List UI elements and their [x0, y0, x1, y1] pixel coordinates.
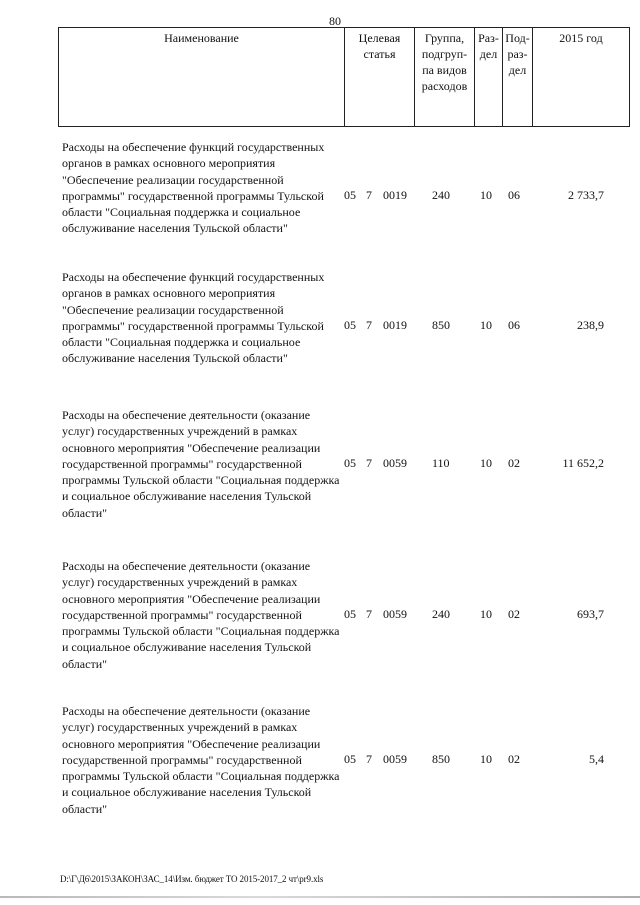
- row-target-part2: 7: [366, 607, 372, 621]
- row-target-part1: 05: [344, 188, 356, 202]
- row-target-part1: 05: [344, 318, 356, 332]
- row-amount: 5,4: [589, 752, 604, 766]
- row-group: 850: [432, 752, 450, 766]
- row-subsection: 06: [508, 188, 520, 202]
- header-name: Наименование: [59, 28, 345, 127]
- row-section: 10: [480, 318, 492, 332]
- row-target-part2: 7: [366, 318, 372, 332]
- table-header: [58, 27, 630, 127]
- row-name: Расходы на обеспечение функций государственных органов в рамках основного мероприятия "Обеспечение реализации государственной программы" государственной программы Тульской области "Социальная поддержка и социальное обслуживание населения Тульской области": [62, 270, 325, 366]
- row-amount: 2 733,7: [568, 188, 604, 202]
- row-subsection: 06: [508, 318, 520, 332]
- header-section: Раз-дел: [475, 28, 503, 127]
- row-amount: 11 652,2: [562, 456, 604, 470]
- row-section: 10: [480, 607, 492, 621]
- row-group: 240: [432, 188, 450, 202]
- row-section: 10: [480, 752, 492, 766]
- row-target-part1: 05: [344, 456, 356, 470]
- row-section: 10: [480, 188, 492, 202]
- row-target-part3: 0059: [383, 607, 407, 621]
- row-name: Расходы на обеспечение деятельности (оказание услуг) государственных учреждений в рамках основного мероприятия "Обеспечение реализации государственной программы" государственной программы Тульской области "Социальная поддержка и социальное обслуживание населения Тульской области": [62, 704, 340, 816]
- row-target-part1: 05: [344, 607, 356, 621]
- scan-edge-line: [0, 896, 640, 898]
- row-subsection: 02: [508, 456, 520, 470]
- row-target-part3: 0019: [383, 318, 407, 332]
- row-name: Расходы на обеспечение функций государственных органов в рамках основного мероприятия "Обеспечение реализации государственной программы" государственной программы Тульской области "Социальная поддержка и социальное обслуживание населения Тульской области": [62, 140, 325, 236]
- row-amount: 238,9: [577, 318, 604, 332]
- row-name: Расходы на обеспечение деятельности (оказание услуг) государственных учреждений в рамках основного мероприятия "Обеспечение реализации государственной программы" государственной программы Тульской области "Социальная поддержка и социальное обслуживание населения Тульской области": [62, 408, 340, 520]
- row-amount: 693,7: [577, 607, 604, 621]
- row-section: 10: [480, 456, 492, 470]
- header-expense-group: Группа, подгруп-па видов расходов: [415, 28, 475, 127]
- row-group: 110: [432, 456, 450, 470]
- header-year-2015: 2015 год: [533, 28, 630, 127]
- row-group: 850: [432, 318, 450, 332]
- header-subsection: Под-раз-дел: [503, 28, 533, 127]
- header-target-article: Целевая статья: [345, 28, 415, 127]
- file-path-footer: D:\Г\Д6\2015\ЗАКОН\ЗАС_14\Изм. бюджет ТО 2015-2017_2 чт\pr9.xls: [60, 874, 324, 884]
- row-subsection: 02: [508, 607, 520, 621]
- row-target-part3: 0059: [383, 752, 407, 766]
- row-target-part3: 0059: [383, 456, 407, 470]
- row-target-part2: 7: [366, 188, 372, 202]
- row-subsection: 02: [508, 752, 520, 766]
- row-group: 240: [432, 607, 450, 621]
- row-name: Расходы на обеспечение деятельности (оказание услуг) государственных учреждений в рамках основного мероприятия "Обеспечение реализации государственной программы" государственной программы Тульской области "Социальная поддержка и социальное обслуживание населения Тульской области": [62, 559, 340, 671]
- row-target-part3: 0019: [383, 188, 407, 202]
- row-target-part2: 7: [366, 752, 372, 766]
- page-number: 80: [329, 14, 341, 28]
- row-target-part2: 7: [366, 456, 372, 470]
- row-target-part1: 05: [344, 752, 356, 766]
